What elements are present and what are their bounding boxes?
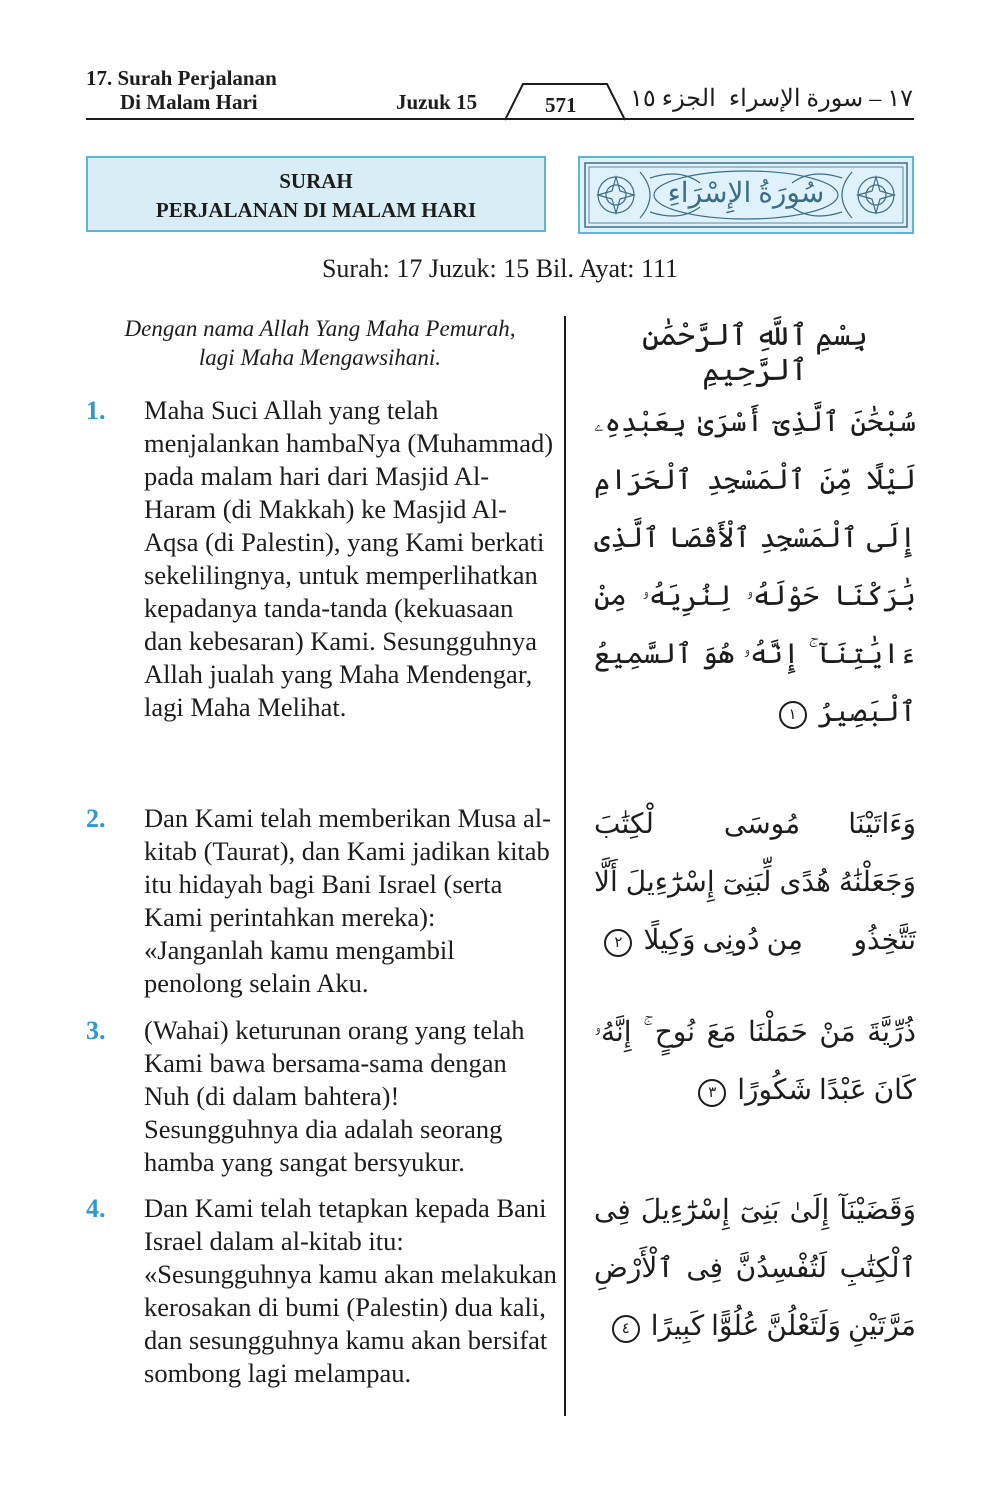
- verse-arabic-4: [594, 1182, 916, 1356]
- surah-title-line2: PERJALANAN DI MALAM HARI: [155, 198, 477, 222]
- surah-title-box: [86, 156, 546, 232]
- verse-number: 2.: [86, 804, 106, 833]
- running-head-surah-line1: 17. Surah Perjalanan: [86, 66, 277, 90]
- surah-info: Surah: 17 Juzuk: 15 Bil. Ayat: 111: [321, 254, 679, 283]
- verse-arabic-2: [594, 796, 916, 970]
- verse-arabic-text: وَقَضَيْنَآ إِلَىٰ بَنِىٓ إِسْرَٰٓءِيلَ فِى ٱلْكِتَٰبِ لَتُفْسِدُنَّ فِى ٱلْأَرْضِ مَرَّتَيْنِ وَلَتَعْلُنَّ عُلُوًّا كَبِيرًا: [594, 1195, 916, 1342]
- running-head-surah: [86, 66, 277, 114]
- verse-text: Maha Suci Allah yang telah menjalankan hambaNya (Muhammad) pada malam hari dari Masjid Al-Haram (di Makkah) ke Masjid Al-Aqsa (di Palestin), yang Kami berkati sekelilingnya, untuk memperlihatkan kepadanya tanda-tanda (kekuasaan dan kebesaran) Kami. Sesungguhnya Allah jualah yang Maha Mendengar, lagi Maha Melihat.: [144, 395, 554, 722]
- verse-arabic-1: [594, 394, 916, 742]
- basmalah-translation: [86, 314, 554, 372]
- verse-text: Dan Kami telah tetapkan kepada Bani Israel dalam al-kitab itu: «Sesungguhnya kamu akan melakukan kerosakan di bumi (Palestin) dua kali, dan sesungguhnya kamu akan bersifat sombong lagi melampau.: [144, 1193, 557, 1388]
- verse-text: (Wahai) keturunan orang yang telah Kami bawa bersama-sama dengan Nuh (di dalam bahtera)! Sesungguhnya dia adalah seorang hamba yang sangat bersyukur.: [144, 1015, 525, 1177]
- surah-title-line1: SURAH: [279, 169, 353, 193]
- verse-text: Dan Kami telah memberikan Musa al-kitab (Taurat), dan Kami jadikan kitab itu hidayah bagi Bani Israel (serta Kami perintahkan mereka): «Janganlah kamu mengambil penolong selain Aku.: [144, 803, 551, 998]
- column-divider: [564, 316, 566, 1416]
- basmalah-arabic: بِسْمِ ٱللَّهِ ٱلرَّحْمَٰنِ ٱلرَّحِيمِ: [642, 319, 868, 387]
- verse-number: 3.: [86, 1016, 106, 1045]
- page-number: 571: [545, 93, 577, 117]
- verse-number: 1.: [86, 396, 106, 425]
- verse-number: 4.: [86, 1194, 106, 1223]
- running-head-arabic-surah: ١٧ – سورة الإسراء: [728, 86, 913, 112]
- arabic-title-ornament: [578, 156, 914, 234]
- header-rule: [86, 118, 914, 120]
- verse-end-marker: ٢: [604, 929, 632, 957]
- verse-arabic-text: وَءَاتَيْنَا مُوسَى ٱلْكِتَٰبَ وَجَعَلْنَٰهُ هُدًى لِّبَنِىٓ إِسْرَٰٓءِيلَ أَلَّا تَتَّخِذُوا۟ مِن دُونِى وَكِيلًا: [594, 809, 916, 956]
- verse-end-marker: ٤: [612, 1315, 640, 1343]
- verse-arabic-text: ذُرِّيَّةَ مَنْ حَمَلْنَا مَعَ نُوحٍ ۚ إِنَّهُۥ كَانَ عَبْدًا شَكُورًا: [594, 1017, 916, 1106]
- verse-arabic-text: سُبْحَٰنَ ٱلَّذِىٓ أَسْرَىٰ بِعَبْدِهِۦ لَيْلًا مِّنَ ٱلْمَسْجِدِ ٱلْحَرَامِ إِلَى ٱلْمَسْجِدِ ٱلْأَقْصَا ٱلَّذِى بَٰرَكْنَا حَوْلَهُۥ لِنُرِيَهُۥ مِنْ ءَايَٰتِنَآ ۚ إِنَّهُۥ هُوَ ٱلسَّمِيعُ ٱلْبَصِيرُ: [594, 407, 916, 728]
- basmalah-translation-line2: lagi Maha Mengawsihani.: [198, 345, 442, 370]
- surah-title-arabic: سُورَةُ الإِسْرَاءِ: [667, 178, 825, 209]
- basmalah-translation-line1: Dengan nama Allah Yang Maha Pemurah,: [124, 316, 516, 341]
- running-head-arabic-juz: الجزء ١٥: [630, 86, 716, 112]
- verse-end-marker: ١: [779, 701, 807, 729]
- verse-arabic-3: [594, 1004, 916, 1120]
- running-head-juzuk: Juzuk 15: [396, 90, 478, 114]
- running-head-surah-line2: Di Malam Hari: [120, 90, 258, 114]
- verse-end-marker: ٣: [698, 1079, 726, 1107]
